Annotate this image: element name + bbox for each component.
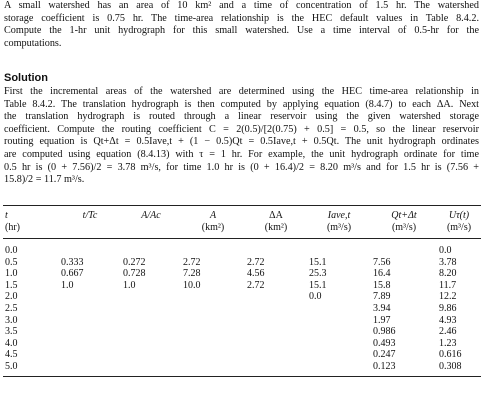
unit-delta-area: (km²)	[245, 222, 307, 239]
table-cell	[181, 338, 245, 350]
table-cell	[307, 326, 371, 338]
table-cell: 4.56	[247, 268, 265, 280]
table-cell	[59, 303, 121, 315]
table-cell	[307, 303, 371, 315]
table-cell: 0.5	[5, 256, 18, 268]
table-cell: 16.4	[373, 268, 391, 280]
table-cell: 2.72	[247, 279, 265, 291]
table-cell: 10.0	[183, 279, 201, 291]
table-body	[3, 239, 481, 377]
table-cell: 15.8	[373, 279, 391, 291]
solution-line: 0.5 hr is (0 + 7.56)/2 = 3.78 m³/s, for time 1.0 hr is (0 + 16.4)/2 = 8.20 m³/s and for 1.5 hr is (7.56 +	[4, 161, 479, 173]
table-cell	[371, 239, 437, 257]
unit-inflow: (m³/s)	[307, 222, 371, 239]
table-cell: 7.28	[183, 268, 201, 280]
table-row	[3, 239, 481, 257]
table-cell: 0.0	[309, 291, 322, 303]
table-cell	[59, 315, 121, 327]
table-cell	[59, 349, 121, 361]
solution-line: First the incremental areas of the watershed are determined using the HEC time-area relationship in	[4, 86, 479, 97]
table-cell: 0.493	[373, 337, 396, 349]
table-row	[3, 291, 481, 303]
table-cell: 0.0	[439, 245, 452, 257]
table-cell: 1.5	[5, 279, 18, 291]
unit-unit-hydrograph: (m³/s)	[437, 222, 481, 239]
table-cell: 1.23	[439, 337, 457, 349]
table-cell	[181, 315, 245, 327]
table-cell	[59, 239, 121, 257]
table-cell: 3.78	[439, 256, 457, 268]
table-row	[3, 361, 481, 376]
table-cell	[245, 361, 307, 376]
table-cell: 12.2	[439, 291, 457, 303]
table-cell: 3.94	[373, 303, 391, 315]
table-cell	[245, 303, 307, 315]
header-a-over-ac: A/Ac	[121, 206, 181, 223]
solution-line: Table 8.4.2. The translation hydrograph is then computed by applying equation (8.4.7) to each ΔA. Next	[4, 98, 479, 110]
table-row	[3, 280, 481, 292]
solution-line: routing equation is Qt+Δt = 0.5Iave,t + (1 − 0.5)Qt = 0.5Iave,t + 0.5Qt. The unit hydrograph ordinates	[4, 136, 479, 148]
problem-statement	[4, 0, 479, 50]
table-cell: 2.72	[183, 256, 201, 268]
table-cell: 1.97	[373, 314, 391, 326]
problem-line: Compute the 1-hr unit hydrograph for this small watershed. Use a time interval of 0.5-hr for the	[4, 25, 479, 37]
table-cell: 0.0	[5, 245, 18, 257]
table-cell: 4.93	[439, 314, 457, 326]
table-cell: 2.0	[5, 291, 18, 303]
solution-line: are computed using equation (8.4.13) with τ = 1 hr. For example, the unit hydrograph ordinate for time	[4, 148, 479, 160]
unit-area: (km²)	[181, 222, 245, 239]
table-cell: 4.0	[5, 337, 18, 349]
table-cell	[181, 303, 245, 315]
table-cell: 4.5	[5, 349, 18, 361]
table-cell	[307, 239, 371, 257]
table-row	[3, 315, 481, 327]
problem-line: A small watershed has an area of 10 km² and a time of concentration of 1.5 hr. The watershed	[4, 0, 479, 11]
solution-line: 15.8)/2 = 11.7 m³/s.	[4, 174, 85, 186]
table-cell: 2.5	[5, 303, 18, 315]
table-cell	[245, 239, 307, 257]
table-cell	[245, 349, 307, 361]
table-cell: 2.72	[247, 256, 265, 268]
header-t-over-tc: t/Tc	[59, 206, 121, 223]
table-cell	[59, 291, 121, 303]
table-cell	[307, 338, 371, 350]
table-cell	[59, 326, 121, 338]
solution-text	[4, 86, 479, 187]
table-cell	[181, 239, 245, 257]
unit-t-over-tc	[59, 222, 121, 239]
unit-hydrograph-table	[3, 205, 481, 377]
table-cell	[121, 361, 181, 376]
unit-time: (hr)	[3, 222, 59, 239]
table-row	[3, 268, 481, 280]
table-cell	[121, 326, 181, 338]
table-cell	[245, 315, 307, 327]
table-cell: 0.667	[61, 268, 84, 280]
unit-a-over-ac	[121, 222, 181, 239]
table-cell	[59, 361, 121, 376]
table-cell: 0.247	[373, 349, 396, 361]
table-row	[3, 303, 481, 315]
table-cell: 8.20	[439, 268, 457, 280]
table-cell	[121, 315, 181, 327]
table-cell: 0.728	[123, 268, 146, 280]
table-cell: 5.0	[3, 361, 59, 376]
header-inflow: Iave,t	[307, 206, 371, 223]
table-cell: 9.86	[439, 303, 457, 315]
table-cell	[245, 291, 307, 303]
header-unit-hydrograph: Uτ(t)	[437, 206, 481, 223]
table-cell: 0.308	[437, 361, 481, 376]
table-cell: 11.7	[439, 279, 457, 291]
header-outflow: Qt+Δt	[371, 206, 437, 223]
table-cell: 3.5	[5, 326, 18, 338]
table-cell	[121, 239, 181, 257]
table-cell	[121, 338, 181, 350]
table-cell: 0.616	[439, 349, 462, 361]
table-cell: 0.123	[371, 361, 437, 376]
table-cell	[121, 303, 181, 315]
table-units-row	[3, 222, 481, 239]
table-cell	[307, 361, 371, 376]
table-cell: 15.1	[309, 279, 327, 291]
solution-line: coefficient. Compute the routing coefficient C = 2(0.5)/[2(0.75) + 0.5] = 0.5, so the linear reservoir	[4, 123, 479, 135]
table-cell: 0.986	[373, 326, 396, 338]
table-cell	[181, 349, 245, 361]
header-area: A	[181, 206, 245, 223]
table-cell	[307, 349, 371, 361]
table-cell	[245, 338, 307, 350]
table-row	[3, 257, 481, 269]
solution-line: the translation hydrograph is routed through a linear reservoir using the given watershed storage	[4, 111, 479, 123]
table-cell: 3.0	[5, 314, 18, 326]
table-cell	[181, 361, 245, 376]
solution-heading: Solution	[4, 72, 48, 84]
table-cell	[121, 349, 181, 361]
header-time: t	[3, 206, 59, 223]
table-cell: 7.89	[373, 291, 391, 303]
table-cell	[307, 315, 371, 327]
table-cell	[245, 326, 307, 338]
table-row	[3, 326, 481, 338]
problem-line: storage coefficient is 0.75 hr. The time-area relationship is the HEC default values in Table 8.4.2.	[4, 12, 479, 24]
table-row	[3, 349, 481, 361]
table-cell: 1.0	[123, 279, 136, 291]
table-header-row	[3, 206, 481, 223]
table-cell: 2.46	[439, 326, 457, 338]
problem-line: computations.	[4, 37, 62, 49]
table-cell	[181, 291, 245, 303]
table-cell: 1.0	[5, 268, 18, 280]
table-cell	[181, 326, 245, 338]
header-delta-area: ΔA	[245, 206, 307, 223]
table-cell	[121, 291, 181, 303]
table-cell: 0.272	[123, 256, 146, 268]
table-cell: 25.3	[309, 268, 327, 280]
table-row	[3, 338, 481, 350]
table-cell: 7.56	[373, 256, 391, 268]
table-cell	[59, 338, 121, 350]
table-cell: 15.1	[309, 256, 327, 268]
table-cell: 1.0	[61, 279, 74, 291]
table-cell: 0.333	[61, 256, 84, 268]
unit-outflow: (m³/s)	[371, 222, 437, 239]
